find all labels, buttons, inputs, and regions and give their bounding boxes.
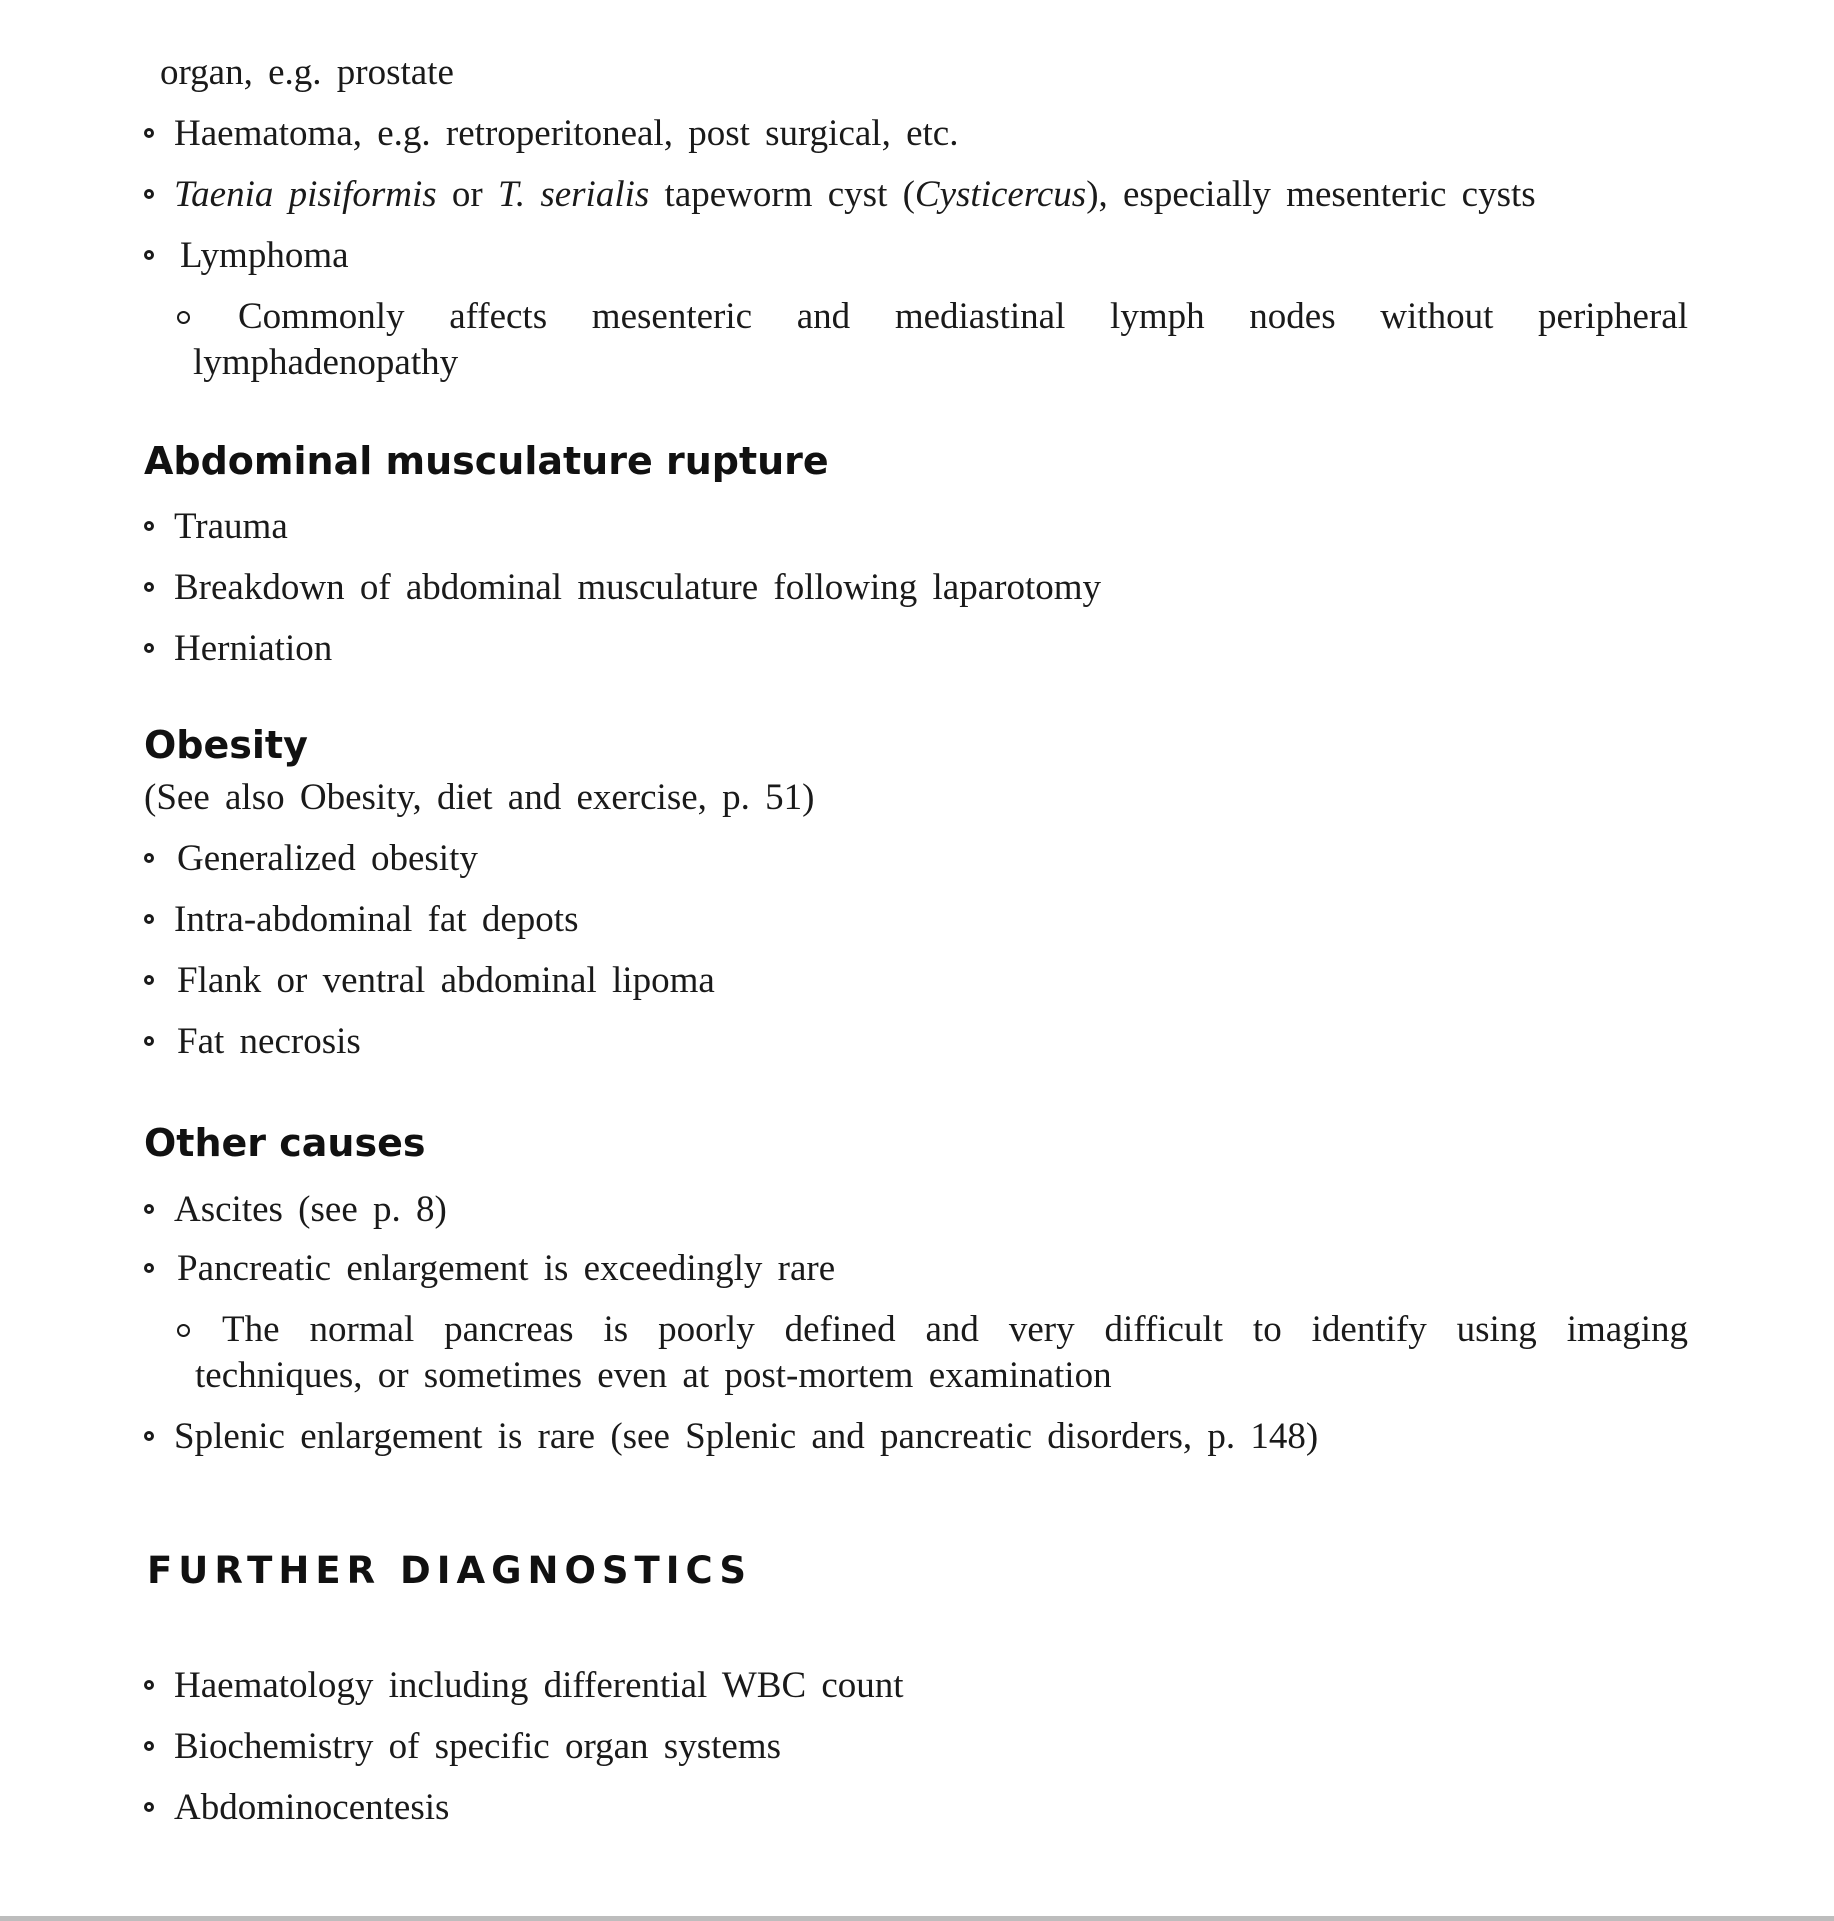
bullet-icon [144, 250, 154, 260]
section-heading-abdominal-rupture: Abdominal musculature rupture [144, 439, 829, 483]
list-item: Herniation [174, 628, 333, 669]
bullet-icon [144, 914, 154, 924]
bullet-icon [144, 853, 154, 863]
list-item: Ascites (see p. 8) [174, 1189, 447, 1230]
species-name: Cysticercus [914, 174, 1087, 215]
bullet-icon [144, 1204, 154, 1214]
bullet-icon [144, 1802, 154, 1812]
section-heading-further-diagnostics: FURTHER DIAGNOSTICS [147, 1549, 753, 1592]
section-heading-other-causes: Other causes [144, 1121, 426, 1165]
bullet-icon [144, 582, 154, 592]
bullet-icon [144, 975, 154, 985]
bullet-icon [144, 1431, 154, 1441]
list-item: Trauma [174, 506, 288, 547]
section-heading-obesity: Obesity [144, 723, 308, 767]
list-item: Generalized obesity [177, 838, 478, 879]
bullet-icon [144, 1036, 154, 1046]
species-name: Taenia pisiformis [174, 174, 437, 215]
list-item: Breakdown of abdominal musculature following laparotomy [174, 567, 1102, 608]
sub-list-item-continuation: techniques, or sometimes even at post-mortem examination [195, 1355, 1112, 1396]
list-item: Splenic enlargement is rare (see Splenic and pancreatic disorders, p. 148) [174, 1416, 1319, 1457]
list-item: Pancreatic enlargement is exceedingly rare [177, 1248, 836, 1289]
list-item: Haematology including differential WBC count [174, 1665, 904, 1706]
list-item [174, 172, 1536, 217]
text-fragment: or [436, 174, 498, 215]
sub-list-item: The normal pancreas is poorly defined and very difficult to identify using imaging [222, 1309, 1688, 1350]
bullet-icon [144, 189, 154, 199]
continuation-text: organ, e.g. prostate [160, 52, 454, 93]
list-item: Lymphoma [180, 235, 349, 276]
sub-list-item: Commonly affects mesenteric and mediastinal lymph nodes without peripheral [238, 296, 1688, 337]
species-name: T. serialis [498, 174, 650, 215]
list-item: Haematoma, e.g. retroperitoneal, post surgical, etc. [174, 113, 959, 154]
list-item: Fat necrosis [177, 1021, 361, 1062]
text-fragment: ), especially mesenteric cysts [1086, 174, 1536, 215]
bullet-icon [144, 521, 154, 531]
page-bottom-rule [0, 1916, 1834, 1921]
list-item: Intra-abdominal fat depots [174, 899, 579, 940]
bullet-icon [144, 1741, 154, 1751]
sub-list-item-continuation: lymphadenopathy [193, 342, 459, 383]
bullet-icon [144, 1680, 154, 1690]
cross-reference-note: (See also Obesity, diet and exercise, p. 51) [144, 777, 815, 818]
sub-bullet-icon [177, 311, 190, 324]
sub-bullet-icon [177, 1324, 190, 1337]
list-item: Biochemistry of specific organ systems [174, 1726, 781, 1767]
bullet-icon [144, 1263, 154, 1273]
text-fragment: tapeworm cyst ( [649, 174, 915, 215]
list-item: Abdominocentesis [174, 1787, 450, 1828]
bullet-icon [144, 643, 154, 653]
list-item: Flank or ventral abdominal lipoma [177, 960, 715, 1001]
bullet-icon [144, 128, 154, 138]
